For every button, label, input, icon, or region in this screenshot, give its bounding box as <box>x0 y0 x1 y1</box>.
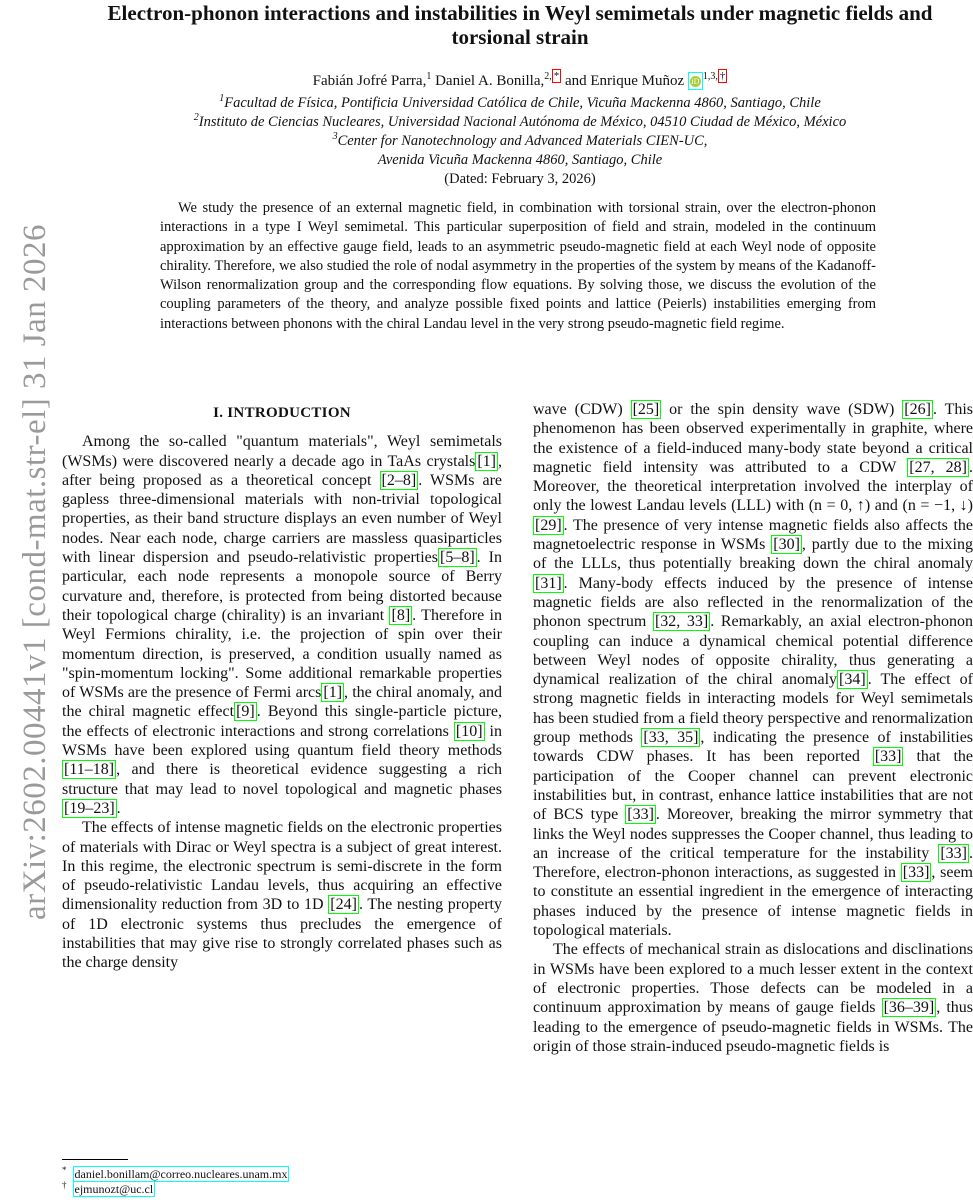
citation-link[interactable]: [11–18] <box>64 761 115 779</box>
affiliations <box>70 94 970 170</box>
citation-link[interactable]: [30] <box>773 536 800 554</box>
citation-link[interactable]: [31] <box>535 574 562 592</box>
email-link-bonilla[interactable]: daniel.bonillam@correo.nucleares.unam.mx <box>74 1167 288 1181</box>
citation-link[interactable]: [1] <box>477 452 496 470</box>
affiliation-2: $^2$Instituto de Ciencias Nucleares, Universidad Nacional Autónoma de México, 04510 Ciudad de México, México <box>193 112 847 130</box>
abstract: We study the presence of an external magnetic field, in combination with torsional strain, over the electron-phonon interactions in a type I Weyl semimetal. This particular superposition of field and strain, modeled in the continuum approximation by an effective gauge field, leads to an asymmetric pseudo-magnetic field at each Weyl node of opposite chirality. Therefore, we also studied the role of nodal asymmetry in the properties of the system by means of the Kadanoff-Wilson renormalization group and the corresponding flow equations. By solving those, we discuss the evolution of the coupling parameters of the theory, and analyze possible fixed points and lattice (Peierls) instabilities emerging from interactions between phonons with the chiral Landau level in the very strong pseudo-magnetic field regime. <box>160 200 876 332</box>
citation-link[interactable]: [10] <box>455 722 483 740</box>
intro-paragraph-2-continued: wave (CDW) [25] or the spin density wave (SDW) [26] . This phenomenon has been observed experimentally in graphite, where the existence of a field-induced many-body state beyond a critical magnetic field intensity was attributed to a CDW [27, 28] . Moreover, the theoretical interpretation involved the interplay of only the lowest Landau levels (LLL) with (n = 0, ↑) and (n = −1, ↓)[29] . The presence of very intense magnetic fields also affects the magnetoelectric response in WSMs [30] , partly due to the mixing of the LLLs, thus potentially breaking down the chiral anomaly [31] . Many-body effects induced by the presence of intense magnetic fields are also reflected in the renormalization of the phonon spectrum [32, 33] . Remarkably, an axial electron-phonon coupling can induce a dynamical chemical potential difference between Weyl nodes of opposite chirality, thus generating a dynamical realization of the chiral anomaly [34] . The effect of strong magnetic fields in interacting models for Weyl semimetals has been studied from a field theory perspective and renormalization group methods [33, 35] , indicating the presence of instabilities towards CDW phases. It has been reported [33] that the participation of the Cooper channel can prevent electronic instabilities but, in contrast, enhance lattice instabilities that are not of BCS type [33] . Moreover, breaking the mirror symmetry that links the Weyl nodes suppresses the Cooper channel, thus leading to an increase of the critical temperature for the instability [33] . Therefore, electron-phonon interactions, as suggested in [33] , seem to constitute an essential ingredient in the emergence of interacting phases induced by the presence of intense magnetic fields in topological materials. <box>533 401 973 940</box>
author-2: Daniel A. Bonilla, <box>435 73 545 89</box>
citation-link[interactable]: [33] <box>627 806 654 824</box>
affiliation-3: $^3$Center for Nanotechnology and Advanced Materials CIEN-UC, <box>332 131 708 149</box>
author-1-affil: 1 <box>426 71 432 82</box>
citation-link[interactable]: [19–23] <box>64 799 115 817</box>
paper-header <box>70 0 970 189</box>
citation-link[interactable]: [32, 33] <box>654 613 709 631</box>
email-link-munoz[interactable]: ejmunozt@uc.cl <box>74 1182 154 1196</box>
citation-link[interactable]: [9] <box>236 703 255 721</box>
author-3-affil: 1,3, <box>702 71 718 82</box>
left-column <box>62 400 502 973</box>
affiliation-3-address: Avenida Vicuña Mackenna 4860, Santiago, Chile <box>377 152 663 168</box>
footnote-2: † ejmunozt@uc.cl <box>62 1180 154 1196</box>
intro-paragraph-1: Among the so-called "quantum materials", Weyl semimetals (WSMs) were discovered nearly a decade ago in TaAs crystals [1] , after being proposed as a theoretical concept [2–8] . WSMs are gapless three-dimensional materials with non-trivial topological properties, as their band structure displays an even number of Weyl nodes. Near each node, charge carriers are massless quasiparticles with linear dispersion and pseudo-relativistic properties [5–8] . In particular, each node represents a monopole source of Berry curvature and, therefore, is protected from being distorted because their topological charge (chirality) is an invariant [8] . Therefore in Weyl Fermions chirality, i.e. the projection of spin over their momentum direction, is preserved, a condition usually named as "spin-momentum locking". Some additional remarkable properties of WSMs are the presence of Fermi arcs [1] , the chiral anomaly, and the chiral magnetic effect [9] . Beyond this single-particle picture, the effects of electronic interactions and strong correlations [10] in WSMs have been explored using quantum field theory methods [11–18] , and there is theoretical evidence suggesting a rich structure that may lead to novel topological and magnetic phases [19–23] . <box>62 433 503 817</box>
author-2-footnote-link[interactable]: * <box>553 70 560 82</box>
orcid-icon: iD <box>691 77 700 87</box>
citation-link[interactable]: [2–8] <box>381 471 417 489</box>
footnotes <box>62 1167 502 1197</box>
citation-link[interactable]: [36–39] <box>883 999 935 1017</box>
arxiv-stamp: arXiv:2602.00441v1 [cond-mat.str-el] 31 Jan 2026 <box>17 223 53 920</box>
citation-link[interactable]: [8] <box>391 606 411 624</box>
intro-paragraph-3: The effects of mechanical strain as dislocations and disclinations in WSMs have been explored to a much lesser extent in the context of electronic properties. Those defects can be modeled in a continuum approximation by means of gauge fields [36–39] , thus leading to the emergence of pseudo-magnetic fields in WSMs. The origin of those strain-induced pseudo-magnetic fields is <box>533 941 973 1055</box>
citation-link[interactable]: [26] <box>904 401 931 418</box>
author-line <box>70 71 970 91</box>
citation-link[interactable]: [33, 35] <box>643 729 699 747</box>
author-2-affil: 2, <box>544 71 552 82</box>
author-3-footnote-link[interactable]: † <box>719 70 726 82</box>
right-column <box>533 400 973 1056</box>
citation-link[interactable]: [33] <box>874 748 902 766</box>
citation-link[interactable]: [29] <box>535 516 562 534</box>
footnote-rule <box>62 1159 128 1160</box>
citation-link[interactable]: [5–8] <box>440 549 475 567</box>
citation-link[interactable]: [25] <box>632 401 660 418</box>
author-1: Fabián Jofré Parra, <box>312 73 427 89</box>
author-3: and Enrique Muñoz <box>561 73 688 89</box>
affiliation-1: $^1$Facultad de Física, Pontificia Universidad Católica de Chile, Vicuña Mackenna 4860, Santiago, Chile <box>219 93 821 111</box>
citation-link[interactable]: [33] <box>902 864 930 882</box>
section-heading-introduction: I. INTRODUCTION <box>213 405 351 421</box>
paper-title: Electron-phonon interactions and instabilities in Weyl semimetals under magnetic fields and torsional strain <box>107 1 933 49</box>
intro-paragraph-2: The effects of intense magnetic fields on the electronic properties of materials with Dirac or Weyl spectra is a subject of great interest. In this regime, the electronic spectrum is semi-discrete in the form of pseudo-relativistic Landau levels, thus acquiring an effective dimensionality reduction from 3D to 1D [24] . The nesting property of 1D electronic systems thus precludes the emergence of instabilities that may give rise to strongly correlated phases such as the charge density <box>62 819 502 972</box>
citation-link[interactable]: [27, 28] <box>909 458 968 476</box>
dated-line: (Dated: February 3, 2026) <box>444 171 596 187</box>
citation-link[interactable]: [1] <box>323 684 343 702</box>
orcid-link[interactable] <box>688 72 703 90</box>
citation-link[interactable]: [33] <box>940 844 967 862</box>
citation-link[interactable]: [34] <box>839 671 866 689</box>
citation-link[interactable]: [24] <box>330 896 357 914</box>
footnote-1: * daniel.bonillam@correo.nucleares.unam.mx <box>62 1165 288 1181</box>
